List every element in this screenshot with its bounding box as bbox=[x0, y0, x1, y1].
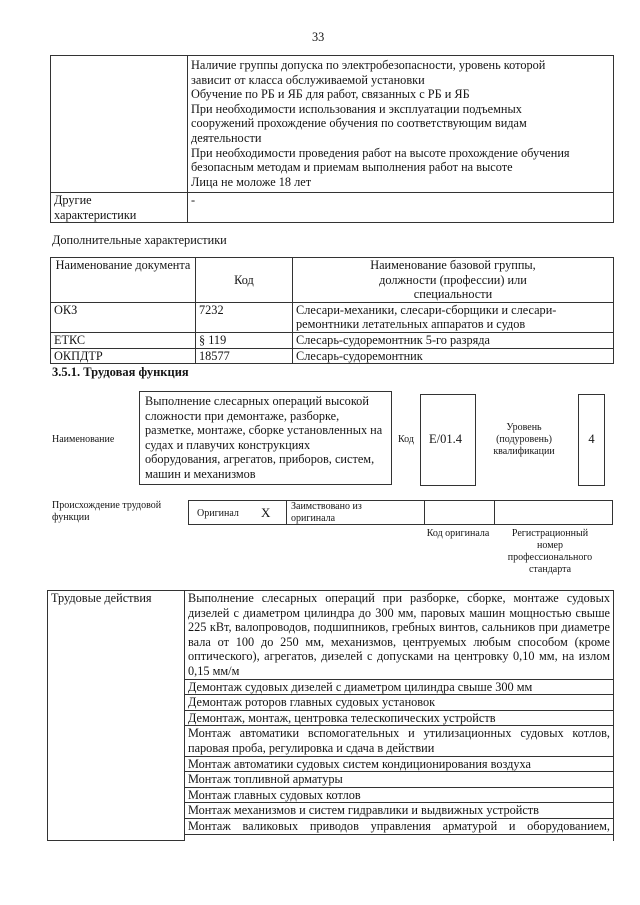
header-doc: Наименование документа bbox=[51, 258, 196, 303]
action-item: Выполнение слесарных операций при разборке, сборке, монтаже судовых дизелей с диаметром цилиндра до 300 мм, паровых машин мощностью свыше 225 кВт, валопроводов, подшипников, гребных винтов, сальников при диаметре вала от 100 до 250 мм, механизмов, центруемых любым способом (кроме оптического), агрегатов, дизелей с допусками на центровку 0,10 мм, на излом 0,15 мм/м bbox=[185, 591, 614, 680]
origin-label: Происхождение трудовой функции bbox=[52, 500, 162, 523]
orig-code-caption: Код оригинала bbox=[426, 528, 490, 539]
requirement-line: Обучение по РБ и ЯБ для работ, связанных с РБ и ЯБ bbox=[191, 87, 470, 102]
action-item: Демонтаж, монтаж, центровка телескопических устройств bbox=[185, 710, 614, 726]
table-row bbox=[51, 348, 614, 364]
code-label: Код bbox=[398, 434, 414, 445]
requirement-line: При необходимости использования и эксплуатации подъемных сооружений прохождение обучения по соответствующим видам деятельности bbox=[191, 101, 527, 145]
borrowed-label: Заимствовано из оригинала bbox=[291, 501, 362, 524]
original-label: Оригинал bbox=[197, 508, 239, 519]
action-item: Демонтаж роторов главных судовых установок bbox=[185, 695, 614, 711]
table-row bbox=[51, 302, 614, 332]
divider bbox=[286, 501, 287, 524]
group-cell: Слесарь-судоремонтник 5-го разряда bbox=[293, 332, 614, 348]
action-item: Монтаж главных судовых котлов bbox=[185, 787, 614, 803]
requirement-line: При необходимости проведения работ на высоте прохождение обучения безопасным методам и приемам выполнения работ на высоте bbox=[191, 145, 570, 175]
reg-number-caption: Регистрационный номер профессионального стандарта bbox=[507, 528, 593, 575]
continuation-cell bbox=[185, 834, 614, 841]
empty-cell bbox=[51, 56, 188, 193]
action-item: Монтаж валиковых приводов управления арматурой и оборудованием, bbox=[185, 818, 614, 834]
code-cell: 7232 bbox=[196, 302, 293, 332]
doc-cell: ЕТКС bbox=[51, 332, 196, 348]
requirement-line: Наличие группы допуска по электробезопасности, уровень которой зависит от класса обслуживаемой установки bbox=[191, 58, 546, 87]
additional-table bbox=[50, 257, 614, 364]
header-group: Наименование базовой группы, должности (профессии) или специальности bbox=[293, 258, 614, 303]
other-label: Другие характеристики bbox=[51, 193, 188, 223]
code-cell: § 119 bbox=[196, 332, 293, 348]
other-value: - bbox=[188, 193, 614, 223]
requirement-line: Лица не моложе 18 лет bbox=[191, 174, 312, 189]
origin-row bbox=[188, 500, 613, 525]
original-mark: X bbox=[261, 505, 271, 520]
actions-table bbox=[47, 590, 614, 841]
action-item: Демонтаж судовых дизелей с диаметром цилиндра свыше 300 мм bbox=[185, 679, 614, 695]
doc-cell: ОКПДТР bbox=[51, 348, 196, 364]
name-label: Наименование bbox=[52, 434, 115, 445]
group-cell: Слесари-механики, слесари-сборщики и слесари-ремонтники летательных аппаратов и судов bbox=[293, 302, 614, 332]
action-item: Монтаж автоматики вспомогательных и утилизационных судовых котлов, паровая проба, регулировка и сдача в действии bbox=[185, 726, 614, 756]
level-value: 4 bbox=[578, 394, 605, 486]
action-item: Монтаж топливной арматуры bbox=[185, 772, 614, 788]
function-heading: 3.5.1. Трудовая функция bbox=[52, 365, 189, 379]
group-cell: Слесарь-судоремонтник bbox=[293, 348, 614, 364]
code-value: E/01.4 bbox=[420, 394, 476, 486]
doc-cell: ОКЗ bbox=[51, 302, 196, 332]
divider bbox=[494, 501, 495, 524]
additional-title: Дополнительные характеристики bbox=[52, 233, 227, 247]
header-code: Код bbox=[196, 258, 293, 303]
requirements-table bbox=[50, 55, 614, 223]
requirements-cell bbox=[188, 56, 614, 193]
divider bbox=[424, 501, 425, 524]
name-value: Выполнение слесарных операций высокой сложности при демонтаже, разборке, разметке, монтаже, сборке установленных на судах и плавучих конструкциях оборудования, агрегатов, приборов, систем, машин и механизмов bbox=[139, 391, 392, 485]
level-label: Уровень (подуровень) квалификации bbox=[493, 422, 555, 457]
code-cell: 18577 bbox=[196, 348, 293, 364]
page-number: 33 bbox=[312, 30, 325, 44]
actions-label: Трудовые действия bbox=[48, 591, 185, 841]
action-item: Монтаж автоматики судовых систем кондиционирования воздуха bbox=[185, 756, 614, 772]
action-item: Монтаж механизмов и систем гидравлики и выдвижных устройств bbox=[185, 803, 614, 819]
table-row bbox=[51, 332, 614, 348]
